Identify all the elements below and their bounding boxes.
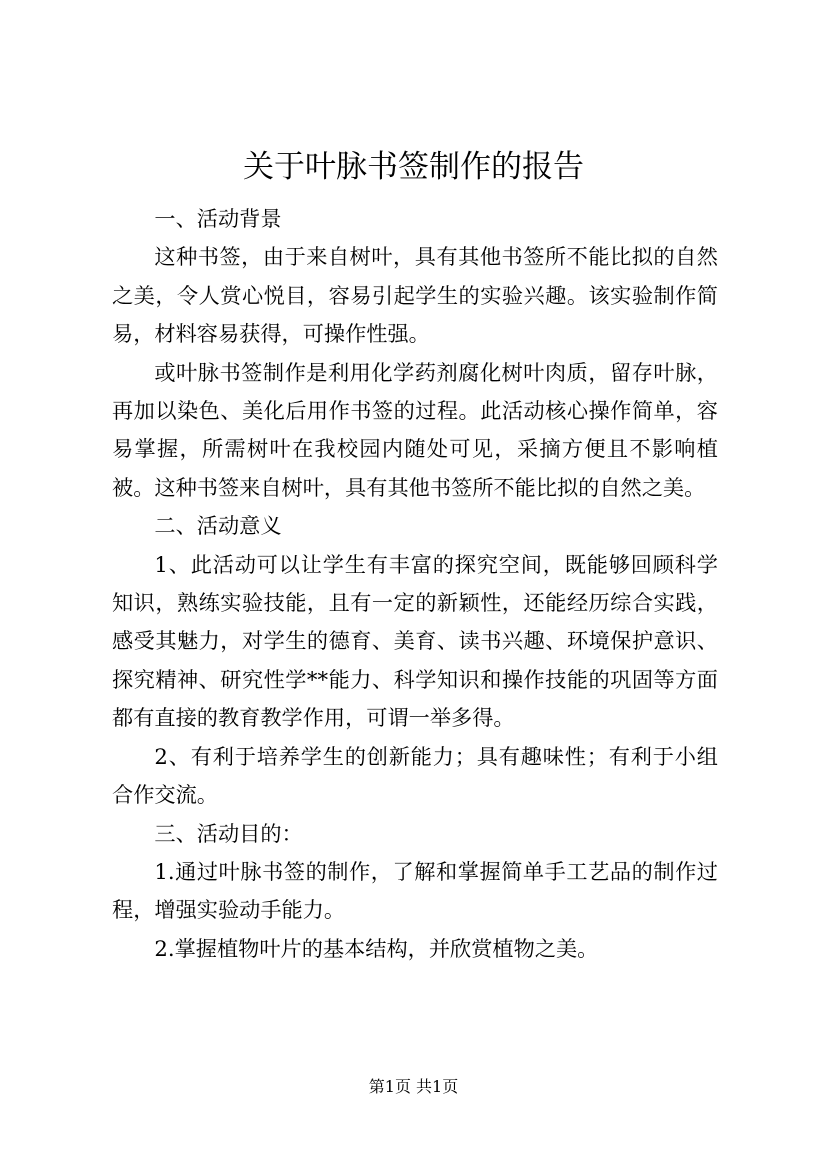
section-heading-purpose: 三、活动目的： xyxy=(154,820,303,846)
document-title: 关于叶脉书签制作的报告 xyxy=(243,149,584,185)
document-body xyxy=(112,200,718,968)
page-footer: 第1页 共1页 xyxy=(368,1077,459,1096)
section-heading-significance: 二、活动意义 xyxy=(154,513,282,539)
paragraph-significance-1: 1、此活动可以让学生有丰富的探究空间，既能够回顾科学知识，熟练实验技能，且有一定的新颖性，还能经历综合实践，感受其魅力，对学生的德育、美育、读书兴趣、环境保护意识、探究精神、研究性学**能力、科学知识和操作技能的巩固等方面都有直接的教育教学作用，可谓一举多得。 xyxy=(112,551,718,731)
paragraph-background-1: 这种书签，由于来自树叶，具有其他书签所不能比拟的自然之美，令人赏心悦目，容易引起学生的实验兴趣。该实验制作简易，材料容易获得，可操作性强。 xyxy=(112,244,718,347)
paragraph-purpose-2: 2.掌握植物叶片的基本结构，并欣赏植物之美。 xyxy=(154,935,599,961)
section-heading-background: 一、活动背景 xyxy=(154,206,282,231)
paragraph-background-2: 或叶脉书签制作是利用化学药剂腐化树叶肉质，留存叶脉，再加以染色、美化后用作书签的过程。此活动核心操作简单，容易掌握，所需树叶在我校园内随处可见，采摘方便且不影响植被。这种书签来自树叶，具有其他书签所不能比拟的自然之美。 xyxy=(112,359,718,500)
paragraph-purpose-1: 1.通过叶脉书签的制作，了解和掌握简单手工艺品的制作过程，增强实验动手能力。 xyxy=(112,858,718,923)
paragraph-significance-2: 2、有利于培养学生的创新能力；具有趣味性；有利于小组合作交流。 xyxy=(112,743,718,808)
